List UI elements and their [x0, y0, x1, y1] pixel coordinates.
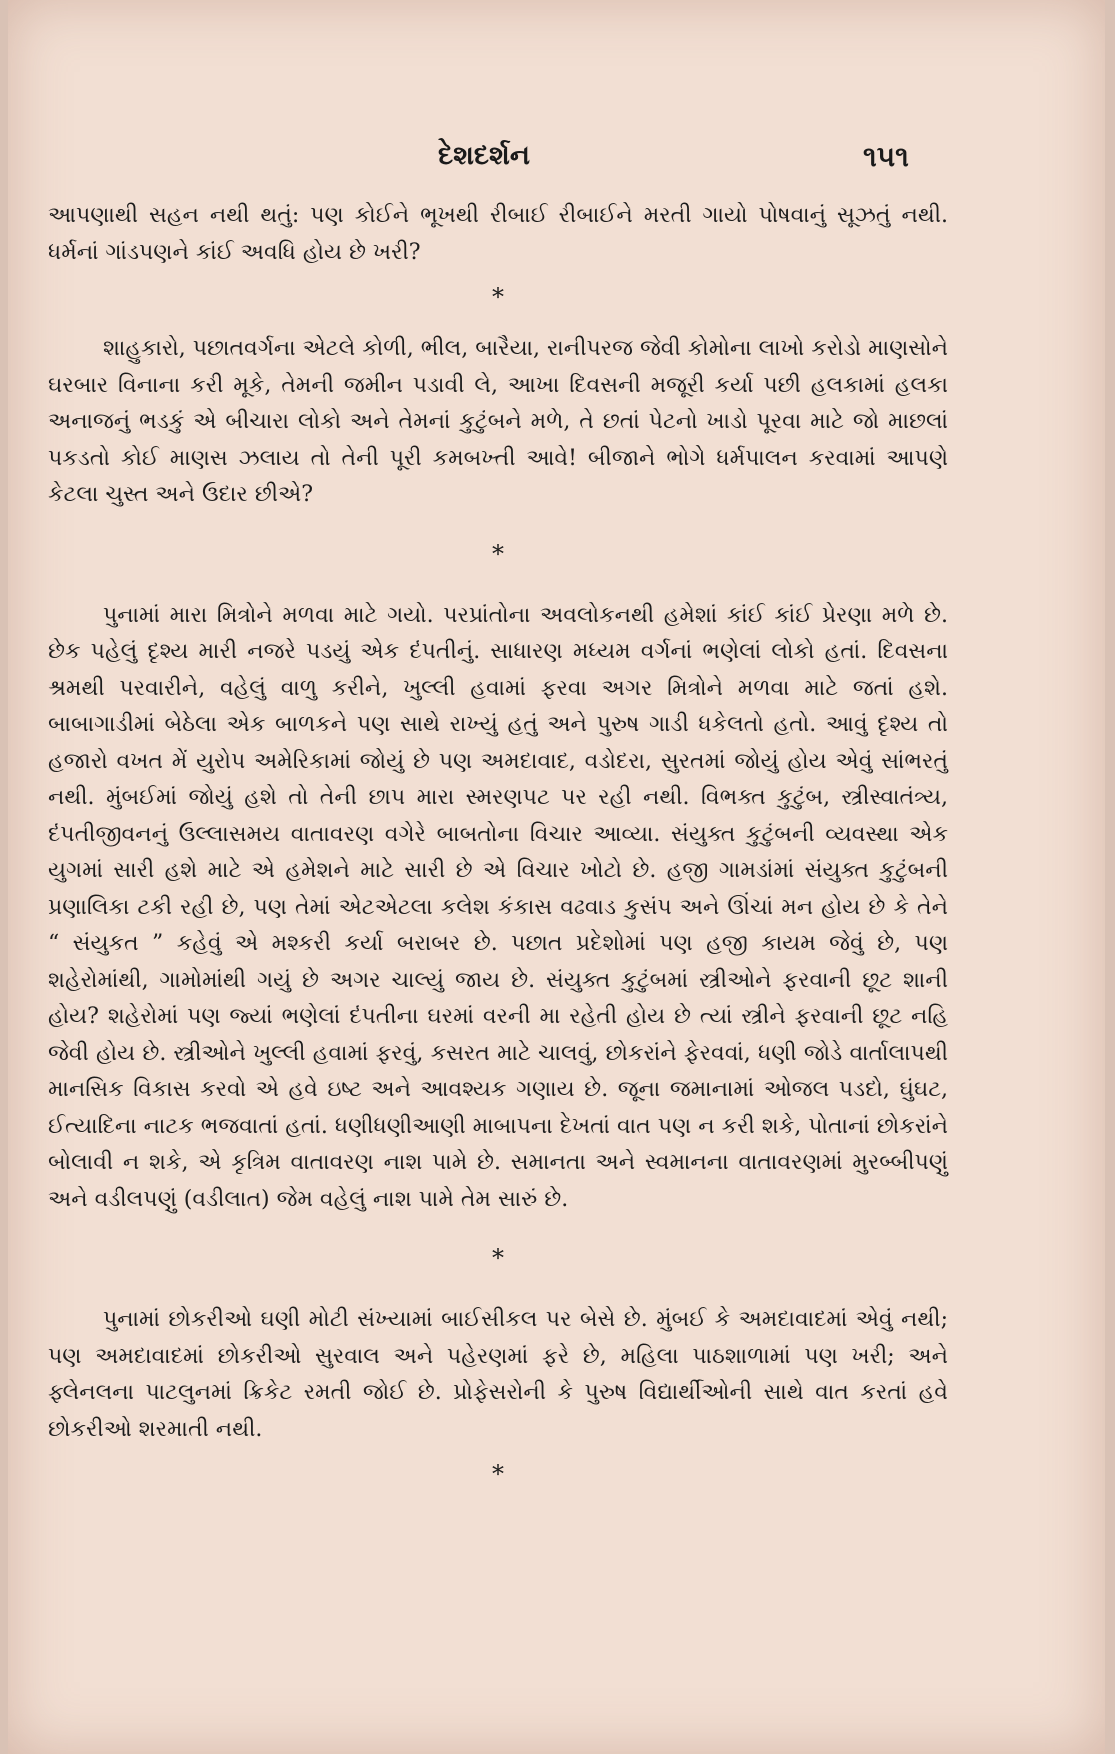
paragraph-2: શાહુકારો, પછાતવર્ગના એટલે કોળી, ભીલ, બારૈયા, રાનીપરજ જેવી કોમોના લાખો કરોડો માણસોને ઘરબાર વિનાના કરી મૂકે, તેમની જમીન પડાવી લે, આખા દિવસની મજૂરી કર્યા પછી હલકામાં હલકા અનાજનું ભડકું એ બીચારા લોકો અને તેમનાં કુટુંબને મળે, તે છતાં પેટનો ખાડો પૂરવા માટે જો માછલાં પકડતો કોઈ માણસ ઝલાય તો તેની પૂરી કમબખ્તી આવે! બીજાને ભોગે ધર્મપાલન કરવામાં આપણે કેટલા ચુસ્ત અને ઉદાર છીએ? — [48, 336, 948, 507]
page-number: ૧૫૧ — [863, 140, 909, 173]
book-page — [8, 0, 1105, 1754]
paragraph-4: પુનામાં છોકરીઓ ઘણી મોટી સંખ્યામાં બાઈસીકલ પર બેસે છે. મુંબઈ કે અમદાવાદમાં એવું નથી; પણ અમદાવાદમાં છોકરીઓ સુરવાલ અને પહેરણમાં ફરે છે, મહિલા પાઠશાળામાં પણ ખરી; અને ફ્લેનલના પાટલુનમાં ક્રિકેટ રમતી જોઈ છે. પ્રોફેસરોની કે પુરુષ વિદ્યાર્થીઓની સાથે વાત કરતાં હવે છોકરીઓ શરમાતી નથી. — [48, 1307, 948, 1442]
section-separator: * — [492, 1460, 504, 1488]
page-header — [8, 140, 1105, 180]
section-separator: * — [492, 1244, 504, 1272]
page-body — [48, 198, 948, 1508]
running-title: દેશદર્શન — [438, 140, 530, 171]
section-separator: * — [492, 283, 504, 311]
paragraph-3: પુનામાં મારા મિત્રોને મળવા માટે ગયો. પરપ્રાંતોના અવલોકનથી હમેશાં કાંઈ કાંઈ પ્રેરણા મળે છે. છેક પહેલું દૃશ્ય મારી નજરે પડયું એક દંપતીનું. સાધારણ મધ્યમ વર્ગનાં ભણેલાં લોકો હતાં. દિવસના શ્રમથી પરવારીને, વહેલું વાળુ કરીને, ખુલ્લી હવામાં ફરવા અગર મિત્રોને મળવા માટે જતાં હશે. બાબાગાડીમાં બેઠેલા એક બાળકને પણ સાથે રાખ્યું હતું અને પુરુષ ગાડી ધકેલતો હતો. આવું દૃશ્ય તો હજારો વખત મેં યુરોપ અમેરિકામાં જોયું છે પણ અમદાવાદ, વડોદરા, સુરતમાં જોયું હોય એવું સાંભરતું નથી. મુંબઈમાં જોયું હશે તો તેની છાપ મારા સ્મરણપટ પર રહી નથી. વિભક્ત કુટુંબ, સ્ત્રીસ્વાતંત્ર્ય, દંપતીજીવનનું ઉલ્લાસમય વાતાવરણ વગેરે બાબતોના વિચાર આવ્યા. સંયુક્ત કુટુંબની વ્યવસ્થા એક યુગમાં સારી હશે માટે એ હમેશને માટે સારી છે એ વિચાર ખોટો છે. હજી ગામડાંમાં સંયુક્ત કુટુંબની પ્રણાલિકા ટકી રહી છે, પણ તેમાં એટએટલા કલેશ કંકાસ વઢવાડ કુસંપ અને ઊંચાં મન હોય છે કે તેને “ સંયુકત ” કહેવું એ મશ્કરી કર્યા બરાબર છે. પછાત પ્રદેશોમાં પણ હજી કાયમ જેવું છે, પણ શહેરોમાંથી, ગામોમાંથી ગયું છે અગર ચાલ્યું જાય છે. સંયુક્ત કુટુંબમાં સ્ત્રીઓને ફરવાની છૂટ શાની હોય? શહેરોમાં પણ જ્યાં ભણેલાં દંપતીના ઘરમાં વરની મા રહેતી હોય છે ત્યાં સ્ત્રીને ફરવાની છૂટ નહિ જેવી હોય છે. સ્ત્રીઓને ખુલ્લી હવામાં ફરવું, કસરત માટે ચાલવું, છોકરાંને ફેરવવાં, ધણી જોડે વાર્તાલાપથી માનસિક વિકાસ કરવો એ હવે ઇષ્ટ અને આવશ્યક ગણાય છે. જૂના જમાનામાં ઓજલ પડદો, ઘુંઘટ, ઈત્યાદિના નાટક ભજવાતાં હતાં. ધણીધણીઆણી માબાપના દેખતાં વાત પણ ન કરી શકે, પોતાનાં છોકરાંને બોલાવી ન શકે, એ કૃત્રિમ વાતાવરણ નાશ પામે છે. સમાનતા અને સ્વમાનના વાતાવરણમાં મુરબ્બીપણું અને વડીલપણું (વડીલાત) જેમ વહેલું નાશ પામે તેમ સારું છે. — [48, 602, 948, 1212]
paragraph-1: આપણાથી સહન નથી થતું: પણ કોઈને ભૂખથી રીબાઈ રીબાઈને મરતી ગાયો પોષવાનું સૂઝતું નથી. ધર્મનાં ગાંડપણને કાંઈ અવધિ હોય છે ખરી? — [48, 203, 948, 265]
section-separator: * — [492, 539, 504, 568]
